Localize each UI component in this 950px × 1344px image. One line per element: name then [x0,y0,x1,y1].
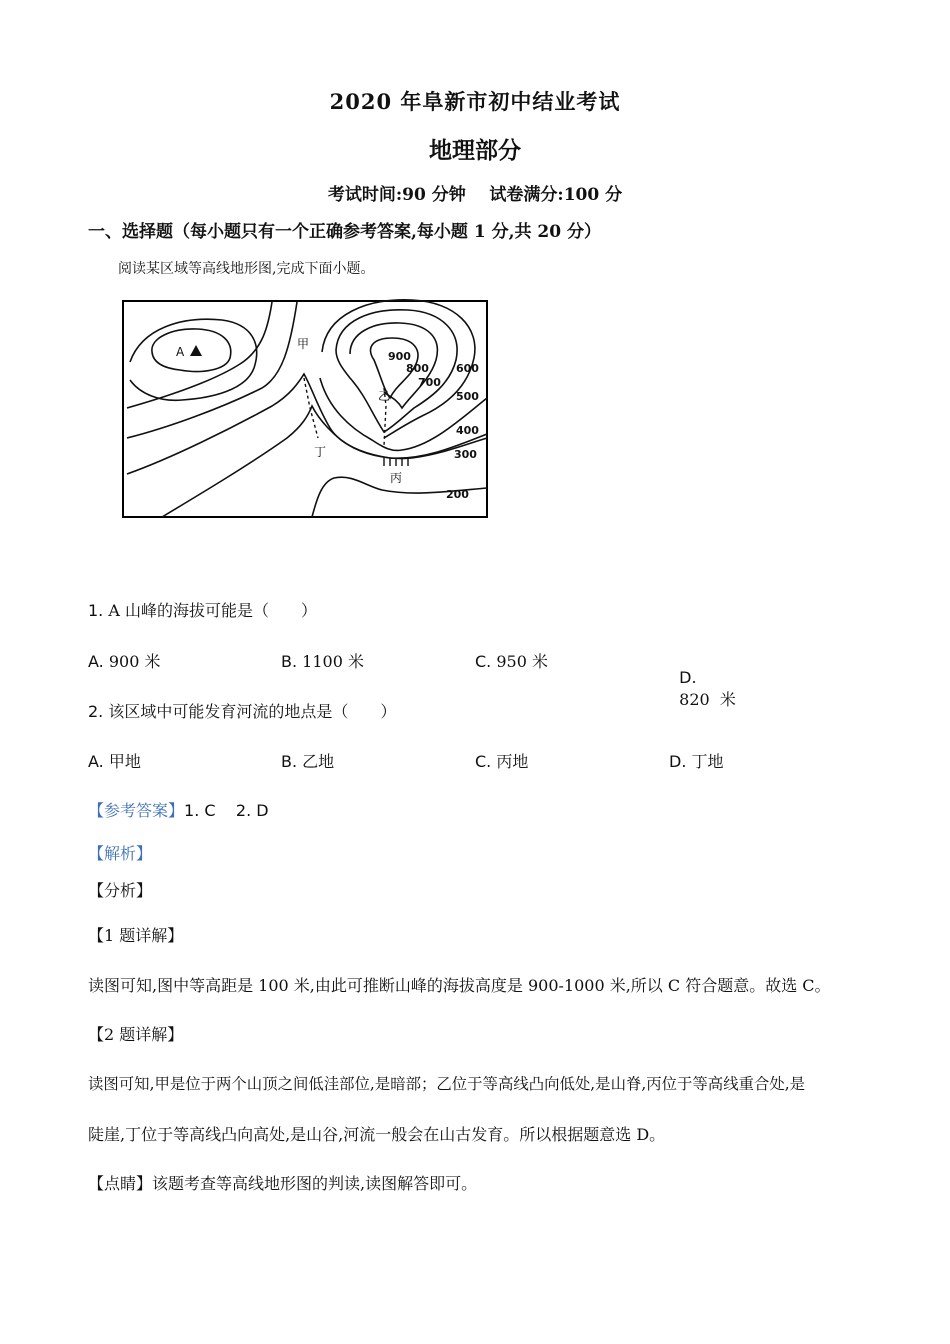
q2-option-d[interactable] [669,749,724,772]
q1-option-a[interactable] [88,649,160,672]
q1-option-c[interactable] [475,649,548,672]
label-ding: 丁 [314,445,327,459]
answer-line [88,798,269,821]
question-1-text: A 山峰的海拔可能是（ ） [108,601,318,620]
option-text: 丙地 [496,752,529,771]
label-yi: 乙 [378,389,391,403]
q2-option-c[interactable] [475,749,528,772]
exam-info: 考试时间:90 分钟 试卷满分:100 分 [327,185,623,205]
answer-label: 【参考答案】 [88,801,185,820]
question-1 [88,598,317,621]
contour-400: 400 [456,424,479,437]
contour-200: 200 [446,488,469,501]
question-1-number: 1. [88,601,104,620]
contour-600: 600 [456,362,479,375]
fenxi-label: 【分析】 [88,881,153,900]
q2-detail-title: 【2 题详解】 [88,1025,184,1044]
option-label: D. [669,752,687,771]
q2-option-b[interactable] [281,749,334,772]
option-label: B. [281,652,298,671]
q1-option-b[interactable] [281,649,364,672]
question-2-number: 2. [88,702,104,721]
analysis-label: 【解析】 [88,844,153,863]
q2-detail-line2: 陡崖,丁位于等高线凸向高处,是山谷,河流一般会在山古发育。所以根据题意选 D。 [88,1125,666,1144]
contour-700: 700 [418,376,441,389]
answer-text: 1. C 2. D [184,801,269,820]
dianjing: 【点睛】该题考查等高线地形图的判读,读图解答即可。 [88,1174,478,1193]
contour-900: 900 [388,350,411,363]
label-peak-a: A [176,345,185,359]
option-text: 乙地 [302,752,335,771]
contour-300: 300 [454,448,477,461]
option-text: 1100 米 [302,652,364,671]
q1-option-d[interactable] [669,649,736,710]
q2-detail-line1: 读图可知,甲是位于两个山顶之间低洼部位,是暗部；乙位于等高线凸向低处,是山脊,丙位于等高线重合处,是 [88,1075,806,1093]
option-text: 820 米 [679,690,736,709]
subject-title: 地理部分 [429,137,521,164]
intro-text: 阅读某区域等高线地形图,完成下面小题。 [118,261,375,277]
q1-detail-title: 【1 题详解】 [88,926,184,945]
option-label: C. [475,752,492,771]
option-label: A. [88,752,104,771]
option-text: 900 米 [108,652,161,671]
option-label: B. [281,752,298,771]
question-2 [88,699,396,722]
contour-800: 800 [406,362,429,375]
section-heading: 一、选择题（每小题只有一个正确参考答案,每小题 1 分,共 20 分） [88,222,601,242]
exam-title: 2020 年阜新市初中结业考试 [329,89,621,114]
option-text: 甲地 [108,752,141,771]
contour-map [122,298,490,520]
label-jia: 甲 [297,337,310,351]
label-bing: 丙 [390,471,403,485]
q2-option-a[interactable] [88,749,141,772]
contour-500: 500 [456,390,479,403]
q1-detail: 读图可知,图中等高距是 100 米,由此可推断山峰的海拔高度是 900-1000 米,所以 C 符合题意。故选 C。 [88,976,831,995]
option-text: 丁地 [691,752,724,771]
option-label: A. [88,652,104,671]
option-label: C. [475,652,492,671]
question-2-text: 该区域中可能发育河流的地点是（ ） [108,702,397,721]
option-text: 950 米 [496,652,548,671]
option-label: D. [679,668,697,687]
